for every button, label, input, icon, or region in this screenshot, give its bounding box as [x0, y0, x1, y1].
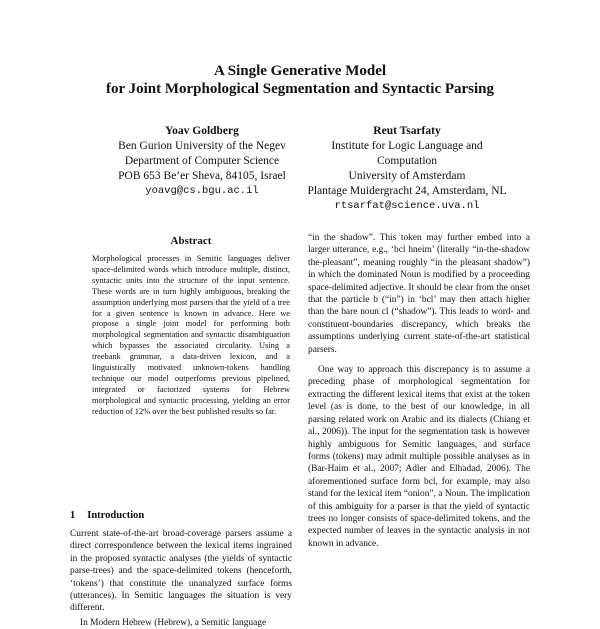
- right-column-body: [308, 232, 530, 550]
- author-name: Reut Tsarfaty: [373, 125, 441, 137]
- author-block-2: [300, 124, 514, 214]
- author-block-1: [104, 124, 300, 199]
- abstract-heading: Abstract: [170, 235, 212, 247]
- section-heading-introduction: [70, 510, 144, 521]
- author-email: rtsarfat@science.uva.nl: [334, 200, 480, 212]
- author-address: POB 653 Be’er Sheva, 84105, Israel: [118, 170, 286, 182]
- body-paragraph-1: “in the shadow”. This token may further embed into a larger utterance, e.g., ‘bcl hneim’ (literally “in-the-shadow the-pleasant”, meaning roughly “in the pleasant shadow”) in which the dominated Noun is modified by a proceeding space-delimited adjective. It should be clear from the onset that the particle b (“in”) in ‘bcl’ may then attach higher than the bare noun cl (“shadow”). This leads to word- and constituent-boundaries discrepancy, which breaks the assumptions underlying current state-of-the-art statistical parsers.: [308, 233, 530, 355]
- body-paragraph-2: One way to approach this discrepancy is to assume a preceding phase of morphological segmentation for extracting the different lexical items that exist at the token level (as is done, to the best of our knowledge, in all parsing related work on Arabic and its dialects (Chiang et al., 2006)). The input for the segmentation task is however highly ambiguous for Semitic languages, and surface forms (tokens) may admit multiple possible analyses as in (Bar-Haim et al., 2007; Adler and Elhadad, 2006). The aforementioned surface form bcl, for example, may also stand for the lexical item “onion”, a Noun. The implication of this ambiguity for a parser is that the yield of syntactic trees no longer consists of space-delimited tokens, and the expected number of leaves in the syntactic analysis in not known in advance.: [308, 365, 530, 549]
- paper-title-line1: A Single Generative Model: [213, 63, 387, 79]
- author-name: Yoav Goldberg: [165, 125, 239, 137]
- section-number: 1: [70, 510, 76, 521]
- intro-paragraph-1: Current state-of-the-art broad-coverage parsers assume a direct correspondence between the lexical items ingrained in the proposed syntactic analyses (the yields of syntactic parse-trees) and the space-delimited tokens (henceforth, ‘tokens’) that constitute the unanalyzed surface forms (utterances). In Semitic languages the situation is very different.: [70, 529, 292, 614]
- abstract-text: Morphological processes in Semitic languages deliver space-delimited words which introduce multiple, distinct, syntactic units into the structure of the input sentence. These words are in turn highly ambiguous, breaking the assumption underlying most parsers that the yield of a tree for a given sentence is known in advance. Here we propose a single joint model for performing both morphological segmentation and syntactic disambiguation which bypasses the associated circularity. Using a treebank grammar, a data-driven lexicon, and a linguistically motivated unknown-tokens handling technique our model outperforms previous pipelined, integrated or factorized systems for Hebrew morphological and syntactic processing, yielding an error reduction of 12% over the best published results so far.: [92, 254, 290, 416]
- author-department: Department of Computer Science: [124, 155, 280, 167]
- paper-title-line2: for Joint Morphological Segmentation and Syntactic Parsing: [105, 81, 495, 97]
- author-affiliation: Ben Gurion University of the Negev: [118, 140, 286, 152]
- author-email: yoavg@cs.bgu.ac.il: [145, 185, 259, 197]
- section-title: Introduction: [87, 510, 145, 521]
- author-address: Plantage Muidergracht 24, Amsterdam, NL: [307, 185, 507, 197]
- author-affiliation: Institute for Logic Language and Computation: [331, 140, 483, 167]
- author-department: University of Amsterdam: [348, 170, 466, 182]
- intro-paragraph-2: In Modern Hebrew (Hebrew), a Semitic language: [80, 617, 267, 628]
- left-column-body: [70, 528, 292, 629]
